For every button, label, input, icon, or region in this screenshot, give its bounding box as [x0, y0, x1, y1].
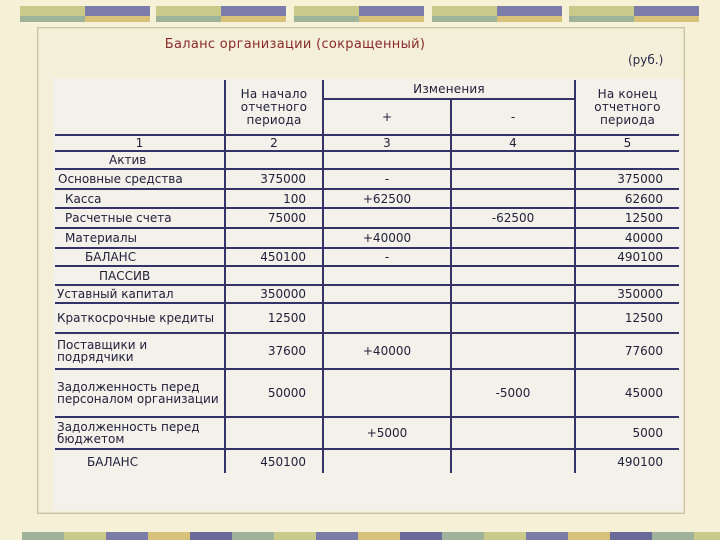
decorative-stripe: [610, 532, 652, 540]
decorative-stripe: [156, 6, 221, 16]
table-row: Касса 100 +62500 62600: [55, 189, 679, 208]
table-row: [55, 266, 679, 285]
decorative-stripe: [85, 16, 150, 22]
header-start-period: На начало отчетного периода: [225, 80, 323, 135]
decorative-stripe: [156, 16, 221, 22]
row-name: Касса: [55, 189, 225, 208]
row-name: Основные средства: [55, 169, 225, 189]
col-number-3: 3: [323, 135, 451, 151]
decorative-stripe: [85, 6, 150, 16]
decorative-stripe: [634, 16, 699, 22]
decorative-stripe: [221, 6, 286, 16]
header-plus: +: [323, 99, 451, 135]
col-number-5: 5: [575, 135, 679, 151]
balance-panel: [37, 27, 685, 514]
row-name: Задолженность перед бюджетом: [55, 417, 225, 449]
column-numbering-row: [55, 135, 679, 151]
row-name: Уставный капитал: [55, 285, 225, 303]
col-number-1: 1: [55, 135, 225, 151]
row-name: Краткосрочные кредиты: [55, 303, 225, 333]
table-row: Поставщики и подрядчики 37600 +40000 77600: [55, 333, 679, 369]
row-name: Поставщики и подрядчики: [55, 333, 225, 369]
header-minus: -: [451, 99, 575, 135]
row-name: Материалы: [55, 228, 225, 248]
decorative-stripe: [20, 6, 85, 16]
table-row: БАЛАНС 450100 490100: [55, 449, 679, 473]
header-changes: Изменения: [323, 80, 575, 99]
decorative-stripe: [569, 6, 634, 16]
decorative-stripe: [568, 532, 610, 540]
decorative-stripe: [400, 532, 442, 540]
decorative-stripe: [634, 6, 699, 16]
decorative-stripe: [432, 6, 497, 16]
decorative-stripe: [358, 532, 400, 540]
decorative-stripe: [497, 16, 562, 22]
decorative-stripe: [190, 532, 232, 540]
decorative-stripe: [497, 6, 562, 16]
table-row: Расчетные счета 75000 -62500 12500: [55, 208, 679, 228]
decorative-stripe: [359, 16, 424, 22]
decorative-stripe: [294, 16, 359, 22]
row-name: БАЛАНС: [55, 248, 225, 266]
decorative-stripe: [484, 532, 526, 540]
decorative-stripe: [442, 532, 484, 540]
col-number-4: 4: [451, 135, 575, 151]
decorative-stripe: [106, 532, 148, 540]
table-row: Основные средства 375000 - 375000: [55, 169, 679, 189]
table-row: Материалы +40000 40000: [55, 228, 679, 248]
table-row: Уставный капитал 350000 350000: [55, 285, 679, 303]
decorative-stripe: [526, 532, 568, 540]
decorative-stripe: [221, 16, 286, 22]
table-row: Задолженность перед бюджетом +5000 5000: [55, 417, 679, 449]
decorative-stripe: [359, 6, 424, 16]
decorative-top-border: [0, 6, 720, 28]
page-title: Баланс организации (сокращенный): [164, 37, 426, 52]
table-header-row: [55, 80, 679, 99]
decorative-stripe: [569, 16, 634, 22]
table-row: Задолженность перед персоналом организации 50000 -5000 45000: [55, 369, 679, 417]
row-name: ПАССИВ: [55, 266, 225, 285]
col-number-2: 2: [225, 135, 323, 151]
decorative-stripe: [232, 532, 274, 540]
table-row: БАЛАНС 450100 - 490100: [55, 248, 679, 266]
row-name: Актив: [55, 151, 225, 169]
decorative-stripe: [64, 532, 106, 540]
decorative-stripe: [652, 532, 694, 540]
row-name: БАЛАНС: [55, 449, 225, 473]
table-row: Краткосрочные кредиты 12500 12500: [55, 303, 679, 333]
header-end-period: На конец отчетного периода: [575, 80, 679, 135]
decorative-stripe: [20, 16, 85, 22]
decorative-stripe: [274, 532, 316, 540]
decorative-stripe: [294, 6, 359, 16]
table-row: [55, 151, 679, 169]
decorative-bottom-border: [0, 532, 720, 540]
decorative-stripe: [316, 532, 358, 540]
balance-table: [55, 80, 679, 473]
decorative-stripe: [694, 532, 720, 540]
row-name: Расчетные счета: [55, 208, 225, 228]
decorative-stripe: [22, 532, 64, 540]
decorative-stripe: [148, 532, 190, 540]
decorative-stripe: [432, 16, 497, 22]
currency-unit: (руб.): [628, 53, 664, 67]
row-name: Задолженность перед персоналом организации: [55, 369, 225, 417]
